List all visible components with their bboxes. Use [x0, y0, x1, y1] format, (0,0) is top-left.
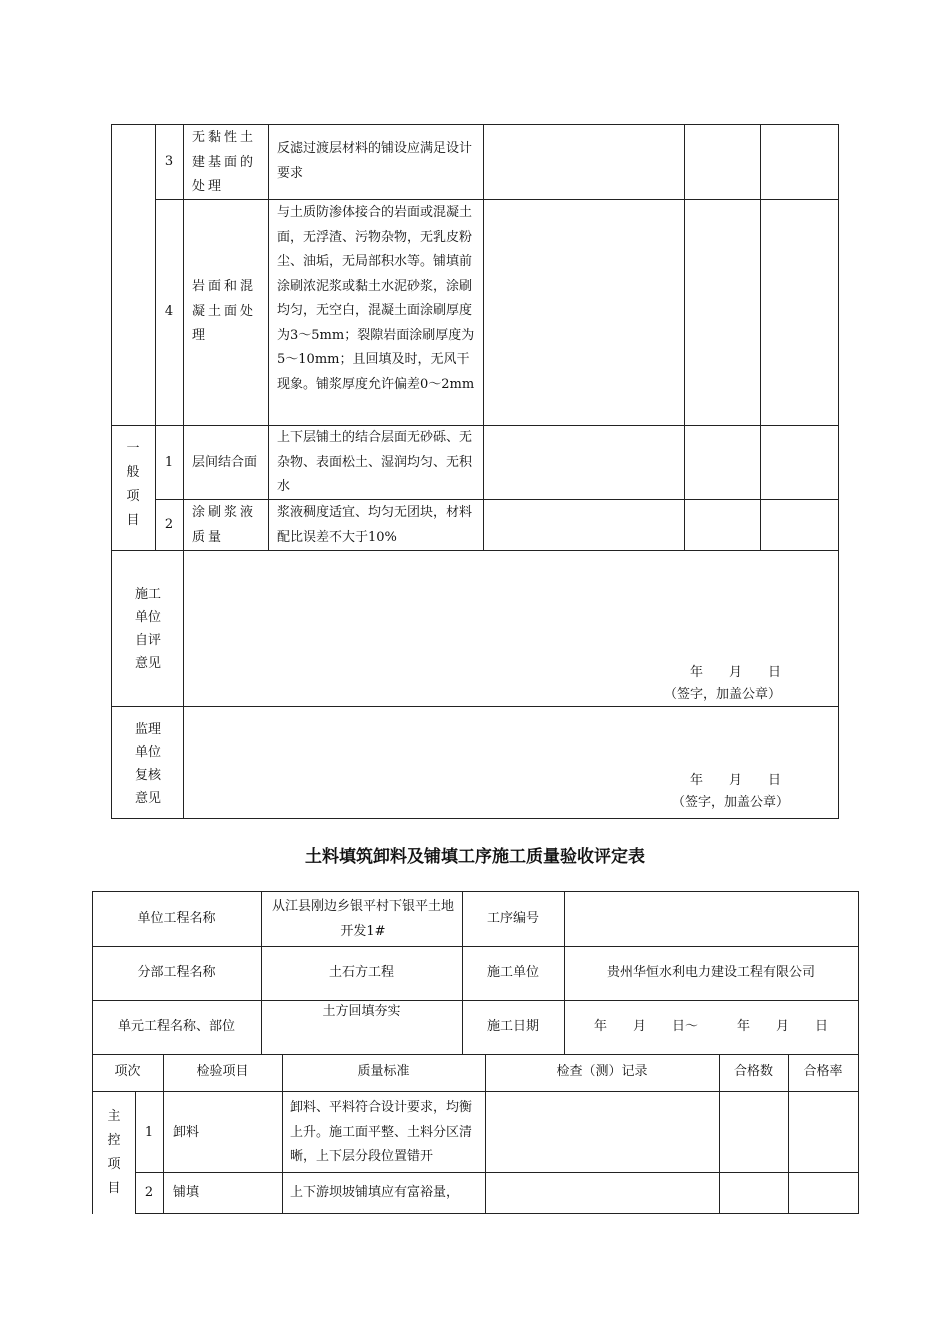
construction-date-value: 年 月 日～ 年 月 日 — [593, 1019, 828, 1034]
col-header-inspection-item: 检验项目 — [196, 1064, 249, 1079]
row4-item: 岩面和混凝土面处理 — [192, 279, 257, 343]
row3-item: 无黏性土建基面的处理 — [192, 130, 257, 194]
contractor-label: 施工单位 — [486, 965, 539, 980]
supervision-label: 监理单位复核意见 — [134, 722, 161, 806]
main-row2-number: 2 — [144, 1185, 154, 1200]
main-row1-item: 卸料 — [173, 1125, 200, 1140]
col-header-inspection-record: 检查（测）记录 — [556, 1064, 648, 1079]
general-row2-number: 2 — [164, 517, 174, 532]
general-row2-standard: 浆液稠度适宜、均匀无团块，材料配比误差不大于10% — [277, 505, 473, 545]
row3-standard: 反滤过渡层材料的铺设应满足设计要求 — [277, 141, 473, 181]
row4-standard: 与土质防渗体接合的岩面或混凝土面，无浮渣、污物杂物，无乳皮粉尘、油垢，无局部积水等。铺填前涂刷浓泥浆或黏土水泥砂浆，涂刷均匀，无空白，混凝土面涂刷厚度为3～5mm；裂隙岩面涂刷厚度为5～10mm；且回填及时，无风干现象。铺浆厚度允许偏差0～2mm — [277, 205, 475, 392]
construction-date-label: 施工日期 — [486, 1019, 539, 1034]
supervision-sign: （签字，加盖公章） — [672, 795, 790, 810]
col-header-item-no: 项次 — [114, 1064, 141, 1079]
unit-project-label: 单位工程名称 — [137, 911, 216, 926]
general-row1-standard: 上下层铺土的结合层面无砂砾、无杂物、表面松土、湿润均匀、无积水 — [277, 430, 473, 494]
form-title: 土料填筑卸料及铺填工序施工质量验收评定表 — [305, 847, 645, 867]
process-number-label: 工序编号 — [486, 911, 539, 926]
col-header-qualified-count: 合格数 — [733, 1064, 773, 1079]
row3-number: 3 — [164, 154, 174, 169]
col-header-qualified-rate: 合格率 — [803, 1064, 843, 1079]
self-eval-label: 施工单位自评意见 — [134, 587, 161, 671]
supervision-date: 年 月 日 — [690, 773, 782, 788]
general-row1-item: 层间结合面 — [192, 455, 258, 470]
main-row1-number: 1 — [144, 1125, 154, 1140]
row4-number: 4 — [164, 304, 174, 319]
general-row1-number: 1 — [164, 455, 174, 470]
main-row2-item: 铺填 — [173, 1185, 200, 1200]
unit-element-label: 单元工程名称、部位 — [117, 1019, 235, 1034]
contractor-value: 贵州华恒水利电力建设工程有限公司 — [606, 965, 815, 980]
main-row2-standard: 上下游坝坡铺填应有富裕量， — [290, 1185, 460, 1200]
main-control-label: 主控项目 — [107, 1109, 121, 1196]
col-header-quality-standard: 质量标准 — [357, 1064, 410, 1079]
division-value: 土石方工程 — [328, 965, 394, 980]
general-items-label: 一般项目 — [126, 441, 140, 528]
division-label: 分部工程名称 — [137, 965, 216, 980]
general-row2-item: 涂刷浆液质量 — [192, 505, 257, 545]
main-row1-standard: 卸料、平料符合设计要求，均衡上升。施工面平整、土料分区清晰，上下层分段位置错开 — [290, 1100, 473, 1164]
self-eval-sign: （签字，加盖公章） — [664, 687, 782, 702]
unit-project-value: 从江县刚边乡银平村下银平土地开发1# — [271, 899, 454, 939]
unit-element-value: 土方回填夯实 — [322, 1004, 401, 1019]
self-eval-date: 年 月 日 — [690, 665, 782, 680]
